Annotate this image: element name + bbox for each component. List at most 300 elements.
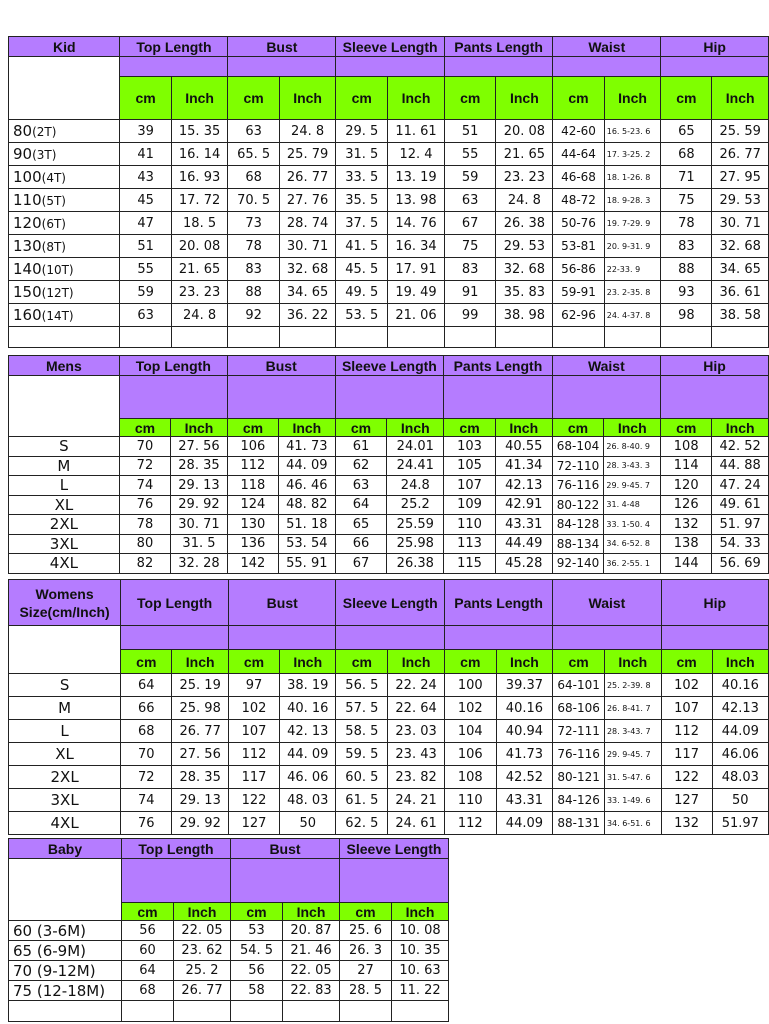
col-hip: Hip (661, 37, 769, 57)
purple-band (552, 376, 660, 419)
cell-value: 108 (661, 437, 712, 457)
unit-cm: cm (444, 419, 496, 437)
cell-value: 36. 22 (279, 304, 336, 327)
cell-value: 62 (335, 456, 387, 476)
cell-value: 32. 68 (712, 235, 769, 258)
kid-corner (9, 57, 120, 120)
unit-cm: cm (553, 650, 605, 674)
cell-value: 48.03 (712, 766, 768, 789)
cell-value: 27. 95 (712, 166, 769, 189)
cell-value: 74 (121, 789, 172, 812)
cell-value: 20. 08 (171, 235, 228, 258)
size-label (9, 743, 121, 766)
cell-value: 24. 4-37. 8 (604, 304, 661, 327)
purple-band (227, 376, 335, 419)
cell-value: 22. 05 (283, 961, 340, 981)
cell-value: 57. 5 (336, 697, 388, 720)
cell-value: 26.38 (387, 554, 444, 574)
size-age: (12T) (41, 286, 74, 300)
cell-value: 56 (231, 961, 283, 981)
size-value: 120 (13, 214, 42, 232)
unit-cm: cm (336, 650, 388, 674)
size-age: (6T) (41, 217, 66, 231)
cell-value: 40.55 (495, 437, 552, 457)
unit-inch: Inch (279, 77, 336, 120)
cell-value: 63 (444, 189, 496, 212)
unit-cm: cm (121, 650, 172, 674)
cell-value: 110 (444, 789, 496, 812)
size-label (9, 720, 121, 743)
size-value: 75 (12-18M) (13, 981, 106, 1000)
cell-value: 50-76 (553, 212, 604, 235)
cell-value: 20. 9-31. 9 (604, 235, 661, 258)
unit-inch: Inch (604, 650, 661, 674)
cell-value: 61 (335, 437, 387, 457)
size-value: 2XL (49, 515, 78, 534)
unit-inch: Inch (388, 77, 445, 120)
cell-value: 24.41 (387, 456, 444, 476)
size-value: 160 (13, 306, 42, 324)
purple-band (553, 626, 661, 650)
womens-size-table (8, 579, 769, 835)
cell-value: 130 (227, 515, 278, 535)
unit-inch: Inch (496, 77, 553, 120)
cell-value: 25. 2-39. 8 (604, 674, 661, 697)
cell-value: 48. 82 (279, 495, 336, 515)
cell-value: 26. 38 (496, 212, 553, 235)
cell-value: 51.97 (712, 812, 768, 835)
cell-value: 49. 5 (336, 281, 388, 304)
unit-inch: Inch (712, 77, 769, 120)
cell-value: 41.73 (496, 743, 553, 766)
cell-value: 63 (228, 120, 279, 143)
size-value: S (59, 437, 69, 456)
unit-inch: Inch (388, 650, 445, 674)
purple-band (336, 626, 445, 650)
size-label (9, 789, 121, 812)
unit-cm: cm (335, 419, 387, 437)
cell-value: 43.31 (495, 515, 552, 535)
table-row (9, 720, 769, 743)
unit-inch: Inch (174, 903, 231, 921)
cell-value: 34. 6-52. 8 (604, 534, 661, 554)
cell-value: 51. 18 (279, 515, 336, 535)
size-value: 4XL (50, 814, 79, 832)
cell-value: 59. 5 (336, 743, 388, 766)
size-value: 150 (13, 283, 42, 301)
cell-value: 51 (444, 120, 496, 143)
cell-value: 132 (661, 812, 712, 835)
table-row (9, 235, 769, 258)
cell-value: 31. 5 (336, 143, 388, 166)
purple-band (444, 57, 552, 77)
cell-value: 18. 1-26. 8 (604, 166, 661, 189)
col-hip: Hip (661, 580, 768, 626)
cell-value: 29. 5 (336, 120, 388, 143)
size-value: M (58, 699, 72, 717)
cell-value: 112 (444, 812, 496, 835)
purple-band (335, 376, 444, 419)
size-value: 2XL (50, 768, 79, 786)
unit-cm: cm (120, 77, 171, 120)
size-label (9, 258, 120, 281)
cell-value: 24.8 (387, 476, 444, 496)
cell-value: 48-72 (553, 189, 604, 212)
cell-value: 22. 24 (388, 674, 445, 697)
cell-value: 28. 5 (340, 981, 392, 1001)
col-waist: Waist (553, 37, 661, 57)
col-sleeve-length: Sleeve Length (336, 37, 445, 57)
cell-value: 40.94 (496, 720, 553, 743)
cell-value: 117 (228, 766, 279, 789)
cell-value: 124 (227, 495, 278, 515)
col-top-length: Top Length (122, 839, 231, 859)
cell-value: 56. 69 (712, 554, 769, 574)
cell-value: 33. 5 (336, 166, 388, 189)
unit-inch: Inch (280, 650, 336, 674)
cell-value: 78 (661, 212, 712, 235)
cell-value: 107 (444, 476, 496, 496)
table-row (9, 476, 769, 496)
cell-value: 22-33. 9 (604, 258, 661, 281)
size-label (9, 766, 121, 789)
cell-value: 38. 19 (280, 674, 336, 697)
size-label (9, 143, 120, 166)
cell-value: 24. 8 (279, 120, 336, 143)
col-bust: Bust (231, 839, 340, 859)
cell-value: 102 (444, 697, 496, 720)
cell-value: 68 (122, 981, 174, 1001)
cell-value: 144 (661, 554, 712, 574)
cell-value: 59 (120, 281, 171, 304)
cell-value: 73 (228, 212, 279, 235)
unit-inch: Inch (283, 903, 340, 921)
size-label (9, 456, 120, 476)
cell-value: 72 (121, 766, 172, 789)
cell-value: 88 (228, 281, 279, 304)
cell-value: 25.59 (387, 515, 444, 535)
cell-value: 39 (120, 120, 171, 143)
cell-value: 126 (661, 495, 712, 515)
size-value: L (60, 722, 69, 740)
purple-band (444, 626, 552, 650)
col-hip: Hip (661, 356, 769, 376)
unit-cm: cm (661, 419, 712, 437)
cell-value: 83 (444, 258, 496, 281)
unit-cm: cm (661, 77, 712, 120)
size-value: 110 (13, 191, 42, 209)
cell-value: 11. 22 (392, 981, 449, 1001)
cell-value: 43 (120, 166, 171, 189)
cell-value: 45 (120, 189, 171, 212)
cell-value: 64 (335, 495, 387, 515)
cell-value: 24. 8 (496, 189, 553, 212)
cell-value: 92 (228, 304, 279, 327)
cell-value: 53. 5 (336, 304, 388, 327)
cell-value: 127 (661, 789, 712, 812)
unit-cm: cm (227, 419, 278, 437)
cell-value: 78 (119, 515, 170, 535)
cell-value: 25. 79 (279, 143, 336, 166)
table-row (9, 120, 769, 143)
size-value: L (59, 476, 69, 495)
cell-value: 25. 2 (174, 961, 231, 981)
size-value: XL (55, 745, 74, 763)
cell-value: 35. 5 (336, 189, 388, 212)
cell-value: 67 (444, 212, 496, 235)
kid-rows (9, 120, 769, 327)
table-row (9, 961, 449, 981)
cell-value: 45.28 (495, 554, 552, 574)
size-value: M (57, 456, 71, 475)
cell-value: 65. 5 (228, 143, 279, 166)
cell-value: 88-134 (552, 534, 604, 554)
unit-inch: Inch (496, 650, 553, 674)
cell-value: 43.31 (496, 789, 553, 812)
col-top-length: Top Length (121, 580, 229, 626)
cell-value: 114 (661, 456, 712, 476)
col-pants-length: Pants Length (444, 37, 552, 57)
table-row (9, 281, 769, 304)
cell-value: 41.34 (495, 456, 552, 476)
table-row (9, 812, 769, 835)
size-age: (3T) (32, 148, 57, 162)
size-age: (8T) (41, 240, 66, 254)
size-value: 80 (13, 122, 33, 140)
size-value: 140 (13, 260, 42, 278)
cell-value: 21. 46 (283, 941, 340, 961)
cell-value: 27. 76 (279, 189, 336, 212)
cell-value: 27 (340, 961, 392, 981)
cell-value: 40.16 (712, 674, 768, 697)
cell-value: 110 (444, 515, 496, 535)
cell-value: 25. 19 (172, 674, 229, 697)
unit-inch: Inch (392, 903, 449, 921)
cell-value: 34. 6-51. 6 (604, 812, 661, 835)
womens-corner (9, 626, 121, 674)
cell-value: 78 (228, 235, 279, 258)
purple-band (121, 626, 229, 650)
cell-value: 30. 71 (279, 235, 336, 258)
purple-band (661, 626, 768, 650)
cell-value: 82 (119, 554, 170, 574)
cell-value: 19. 49 (388, 281, 445, 304)
size-value: 90 (13, 145, 33, 163)
cell-value: 17. 91 (388, 258, 445, 281)
size-label (9, 981, 122, 1001)
cell-value: 93 (661, 281, 712, 304)
cell-value: 36. 2-55. 1 (604, 554, 661, 574)
table-row (9, 789, 769, 812)
cell-value: 112 (227, 456, 278, 476)
cell-value: 46. 06 (280, 766, 336, 789)
size-age: (10T) (41, 263, 74, 277)
cell-value: 142 (227, 554, 278, 574)
cell-value: 70. 5 (228, 189, 279, 212)
cell-value: 58. 5 (336, 720, 388, 743)
mens-corner (9, 376, 120, 437)
cell-value: 21. 65 (496, 143, 553, 166)
purple-band (340, 859, 449, 903)
size-label (9, 476, 120, 496)
cell-value: 62. 5 (336, 812, 388, 835)
cell-value: 44. 88 (712, 456, 769, 476)
cell-value: 11. 61 (388, 120, 445, 143)
size-label (9, 674, 121, 697)
size-label (9, 697, 121, 720)
unit-inch: Inch (712, 650, 768, 674)
cell-value: 28. 35 (172, 766, 229, 789)
cell-value: 32. 28 (171, 554, 228, 574)
unit-inch: Inch (387, 419, 444, 437)
cell-value: 68 (228, 166, 279, 189)
mens-rows (9, 437, 769, 574)
cell-value: 30. 71 (171, 515, 228, 535)
col-top-length: Top Length (119, 356, 227, 376)
size-value: 3XL (50, 791, 79, 809)
cell-value: 61. 5 (336, 789, 388, 812)
cell-value: 31. 4-48 (604, 495, 661, 515)
cell-value: 39.37 (496, 674, 553, 697)
cell-value: 23. 2-35. 8 (604, 281, 661, 304)
purple-band (231, 859, 340, 903)
cell-value: 80 (119, 534, 170, 554)
cell-value: 46-68 (553, 166, 604, 189)
cell-value: 23. 23 (496, 166, 553, 189)
cell-value: 91 (444, 281, 496, 304)
purple-band (228, 57, 336, 77)
cell-value: 34. 65 (712, 258, 769, 281)
cell-value: 68 (661, 143, 712, 166)
cell-value: 115 (444, 554, 496, 574)
cell-value: 72 (119, 456, 170, 476)
cell-value: 60. 5 (336, 766, 388, 789)
cell-value: 44.49 (495, 534, 552, 554)
cell-value: 38. 98 (496, 304, 553, 327)
cell-value: 51. 97 (712, 515, 769, 535)
purple-band (553, 57, 661, 77)
cell-value: 67 (335, 554, 387, 574)
unit-cm: cm (340, 903, 392, 921)
cell-value: 29. 92 (171, 495, 228, 515)
cell-value: 24. 21 (388, 789, 445, 812)
cell-value: 84-128 (552, 515, 604, 535)
size-age: (5T) (41, 194, 66, 208)
cell-value: 44.09 (712, 720, 768, 743)
cell-value: 62-96 (553, 304, 604, 327)
womens-title-line2: Size(cm/Inch) (19, 603, 110, 620)
cell-value: 76 (119, 495, 170, 515)
cell-value: 118 (227, 476, 278, 496)
size-value: 4XL (49, 554, 78, 573)
table-row (9, 697, 769, 720)
cell-value: 51 (120, 235, 171, 258)
cell-value: 20. 87 (283, 921, 340, 941)
cell-value: 53 (231, 921, 283, 941)
size-label (9, 189, 120, 212)
unit-inch: Inch (604, 77, 661, 120)
cell-value: 29. 9-45. 7 (604, 476, 661, 496)
size-age: (14T) (41, 309, 74, 323)
cell-value: 42. 52 (712, 437, 769, 457)
cell-value: 18. 9-28. 3 (604, 189, 661, 212)
cell-value: 65 (661, 120, 712, 143)
cell-value: 97 (228, 674, 279, 697)
size-label (9, 495, 120, 515)
cell-value: 83 (228, 258, 279, 281)
cell-value: 28. 35 (171, 456, 228, 476)
unit-inch: Inch (172, 650, 229, 674)
table-row (9, 743, 769, 766)
cell-value: 29. 53 (496, 235, 553, 258)
purple-band (336, 57, 445, 77)
size-label (9, 961, 122, 981)
cell-value: 75 (444, 235, 496, 258)
table-row (9, 674, 769, 697)
unit-inch: Inch (171, 419, 228, 437)
cell-value: 29. 9-45. 7 (604, 743, 661, 766)
cell-value: 56-86 (553, 258, 604, 281)
cell-value: 42.52 (496, 766, 553, 789)
cell-value: 103 (444, 437, 496, 457)
cell-value: 76-116 (553, 743, 605, 766)
cell-value: 112 (228, 743, 279, 766)
cell-value: 122 (228, 789, 279, 812)
purple-band (661, 57, 769, 77)
unit-cm: cm (336, 77, 388, 120)
cell-value: 16. 5-23. 6 (604, 120, 661, 143)
cell-value: 66 (335, 534, 387, 554)
cell-value: 16. 93 (171, 166, 228, 189)
cell-value: 122 (661, 766, 712, 789)
cell-value: 20. 08 (496, 120, 553, 143)
cell-value: 27. 56 (172, 743, 229, 766)
cell-value: 34. 65 (279, 281, 336, 304)
cell-value: 25. 59 (712, 120, 769, 143)
cell-value: 41. 73 (279, 437, 336, 457)
cell-value: 60 (122, 941, 174, 961)
table-row (9, 166, 769, 189)
cell-value: 22. 83 (283, 981, 340, 1001)
size-label (9, 515, 120, 535)
cell-value: 44. 09 (280, 743, 336, 766)
cell-value: 32. 68 (496, 258, 553, 281)
size-value: 130 (13, 237, 42, 255)
size-label (9, 212, 120, 235)
cell-value: 48. 03 (280, 789, 336, 812)
cell-value: 56. 5 (336, 674, 388, 697)
col-waist: Waist (552, 356, 660, 376)
unit-cm: cm (231, 903, 283, 921)
cell-value: 12. 4 (388, 143, 445, 166)
cell-value: 70 (119, 437, 170, 457)
cell-value: 29. 53 (712, 189, 769, 212)
purple-band (661, 376, 769, 419)
cell-value: 23. 43 (388, 743, 445, 766)
cell-value: 42-60 (553, 120, 604, 143)
cell-value: 30. 71 (712, 212, 769, 235)
size-value: 60 (3-6M) (13, 921, 87, 940)
cell-value: 41 (120, 143, 171, 166)
mens-title: Mens (9, 356, 120, 376)
cell-value: 26. 3 (340, 941, 392, 961)
cell-value: 32. 68 (279, 258, 336, 281)
cell-value: 74 (119, 476, 170, 496)
cell-value: 31. 5 (171, 534, 228, 554)
cell-value: 53-81 (553, 235, 604, 258)
cell-value: 23. 03 (388, 720, 445, 743)
cell-value: 59 (444, 166, 496, 189)
